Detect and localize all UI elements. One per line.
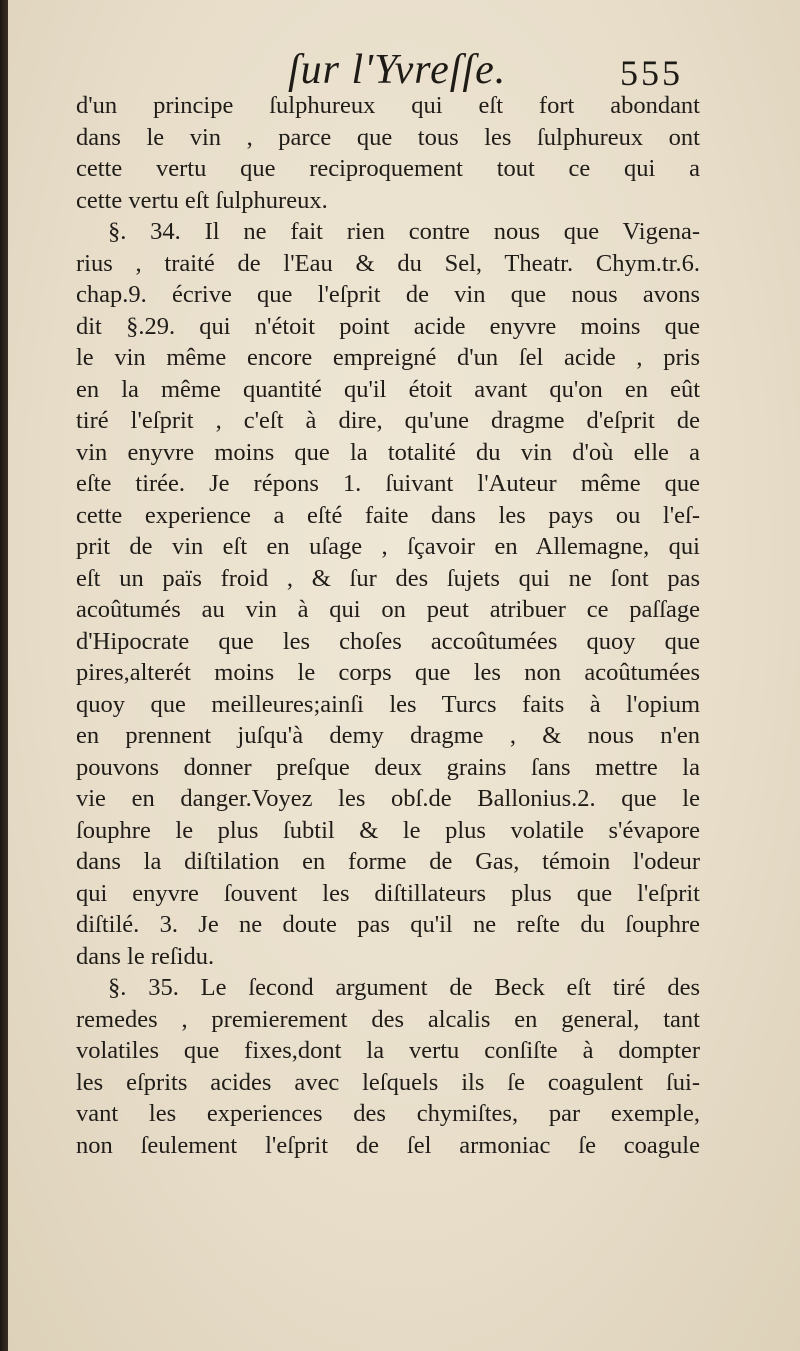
- text-line: vin enyvre moins que la totalité du vin d'où elle a: [76, 438, 700, 466]
- text-line: dans le reſidu.: [76, 942, 215, 970]
- paragraph-start-34: §. 34. Il ne fait rien contre nous que Vigena-: [108, 218, 700, 245]
- text-line: d'un principe ſulphureux qui eſt fort abondant: [76, 92, 700, 119]
- text-line: prit de vin eſt en uſage , ſçavoir en Allemagne, qui: [76, 533, 700, 560]
- body-text: [76, 90, 700, 1161]
- book-page: [8, 0, 800, 1351]
- text-line: ſouphre le plus ſubtil & le plus volatile s'évapore: [76, 816, 700, 844]
- text-line: le vin même encore empreigné d'un ſel acide , pris: [76, 344, 700, 371]
- text-line: vant les experiences des chymiſtes, par exemple,: [76, 1100, 700, 1127]
- paragraph-start-35: §. 35. Le ſecond argument de Beck eſt tiré des: [108, 974, 700, 1001]
- text-line: cette vertu eſt ſulphureux.: [76, 186, 328, 214]
- text-line: les eſprits acides avec leſquels ils ſe coagulent ſui-: [76, 1068, 700, 1096]
- text-line: en prennent juſqu'à demy dragme , & nous n'en: [76, 722, 700, 749]
- text-line: remedes , premierement des alcalis en general, tant: [76, 1005, 700, 1033]
- running-head: ſur l'Yvreſſe.: [288, 47, 507, 93]
- text-line: diſtilé. 3. Je ne doute pas qu'il ne reſte du ſouphre: [76, 911, 700, 938]
- text-line: cette experience a eſté faite dans les pays ou l'eſ-: [76, 501, 700, 529]
- text-line: d'Hipocrate que les choſes accoûtumées quoy que: [76, 627, 700, 655]
- text-line: cette vertu que reciproquement tout ce qui a: [76, 155, 700, 182]
- text-line: chap.9. écrive que l'eſprit de vin que nous avons: [76, 281, 700, 308]
- text-line: rius , traité de l'Eau & du Sel, Theatr. Chym.tr.6.: [76, 249, 700, 277]
- text-line: non ſeulement l'eſprit de ſel armoniac ſe coagule: [76, 1131, 700, 1159]
- text-line: acoûtumés au vin à qui on peut atribuer ce paſſage: [76, 596, 700, 623]
- text-line: pouvons donner preſque deux grains ſans mettre la: [76, 753, 700, 781]
- text-line: dans la diſtilation en forme de Gas, témoin l'odeur: [76, 848, 700, 875]
- text-line: eſt un païs froid , & ſur des ſujets qui ne ſont pas: [76, 564, 700, 592]
- text-line: en la même quantité qu'il étoit avant qu'on en eût: [76, 375, 700, 403]
- text-line: dans le vin , parce que tous les ſulphureux ont: [76, 123, 700, 151]
- text-line: dit §.29. qui n'étoit point acide enyvre moins que: [76, 312, 700, 340]
- text-line: pires,alterét moins le corps que les non acoûtumées: [76, 659, 700, 686]
- text-line: qui enyvre ſouvent les diſtillateurs plus que l'eſprit: [76, 879, 700, 907]
- text-line: tiré l'eſprit , c'eſt à dire, qu'une dragme d'eſprit de: [76, 407, 700, 434]
- text-line: vie en danger.Voyez les obſ.de Ballonius.2. que le: [76, 785, 700, 812]
- page-number: 555: [620, 53, 683, 93]
- text-line: volatiles que fixes,dont la vertu conſiſte à dompter: [76, 1037, 700, 1064]
- text-line: eſte tirée. Je répons 1. ſuivant l'Auteur même que: [76, 470, 700, 497]
- text-line: quoy que meilleures;ainſi les Turcs faits à l'opium: [76, 690, 700, 718]
